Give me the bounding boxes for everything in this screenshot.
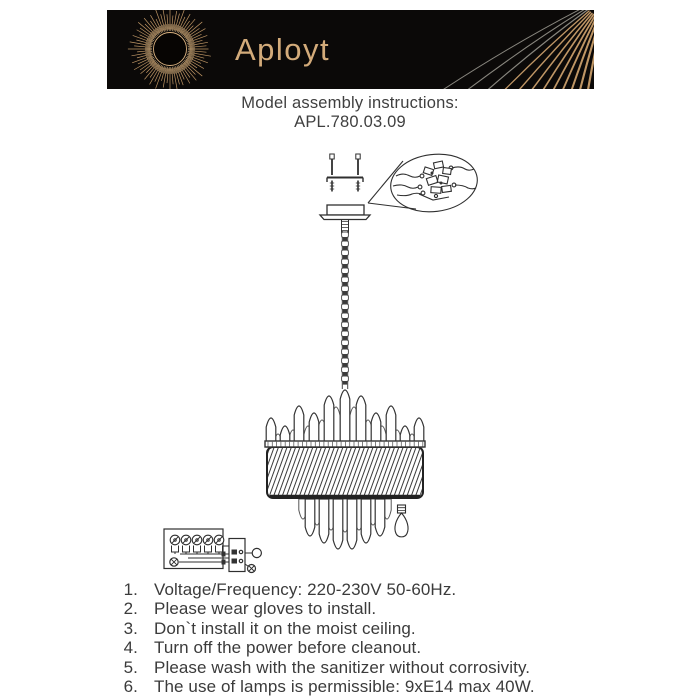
- crystal-crown-drawing: [266, 390, 424, 447]
- item-text: Voltage/Frequency: 220-230V 50-60Hz.: [154, 580, 457, 599]
- list-item: [110, 658, 650, 677]
- threaded-rod-drawing: [342, 218, 349, 233]
- brand-name: Aployt: [235, 32, 331, 67]
- item-text: Please wash with the sanitizer without corrosivity.: [154, 657, 531, 677]
- item-number: 3.: [123, 618, 138, 638]
- title-block: [0, 94, 700, 132]
- item-text: The use of lamps is permissible: 9xE14 max 40W.: [154, 677, 535, 697]
- wiring-detail-callout: [368, 149, 481, 216]
- corner-rays-decoration: [384, 10, 594, 89]
- model-number: APL.780.03.09: [294, 113, 406, 131]
- ceiling-canopy-drawing: [320, 205, 370, 220]
- item-number: 1.: [123, 580, 138, 599]
- item-number: 4.: [123, 638, 138, 658]
- instruction-list: [110, 580, 650, 696]
- mounting-bracket-drawing: [327, 154, 363, 192]
- item-text: Please wear gloves to install.: [154, 599, 377, 619]
- banner-decoration: [107, 10, 594, 89]
- item-number: 6.: [123, 677, 138, 697]
- list-item: [110, 619, 650, 638]
- suspension-chain-drawing: [342, 231, 349, 389]
- crystal-drops-drawing: [299, 499, 391, 549]
- terminal-wiring-diagram: [164, 529, 261, 573]
- drum-shade-drawing: [250, 441, 460, 502]
- bulb-icon: [395, 505, 408, 537]
- list-item: [110, 580, 650, 599]
- item-number: 2.: [123, 599, 138, 619]
- list-item: [110, 677, 650, 696]
- page-title: Model assembly instructions:: [241, 94, 459, 112]
- sunburst-logo-icon: [128, 10, 211, 89]
- item-text: Turn off the power before cleanout.: [154, 638, 422, 658]
- list-item: [110, 599, 650, 618]
- item-text: Don`t install it on the moist ceiling.: [154, 618, 416, 638]
- item-number: 5.: [123, 657, 138, 677]
- brand-banner: [107, 10, 594, 89]
- list-item: [110, 638, 650, 657]
